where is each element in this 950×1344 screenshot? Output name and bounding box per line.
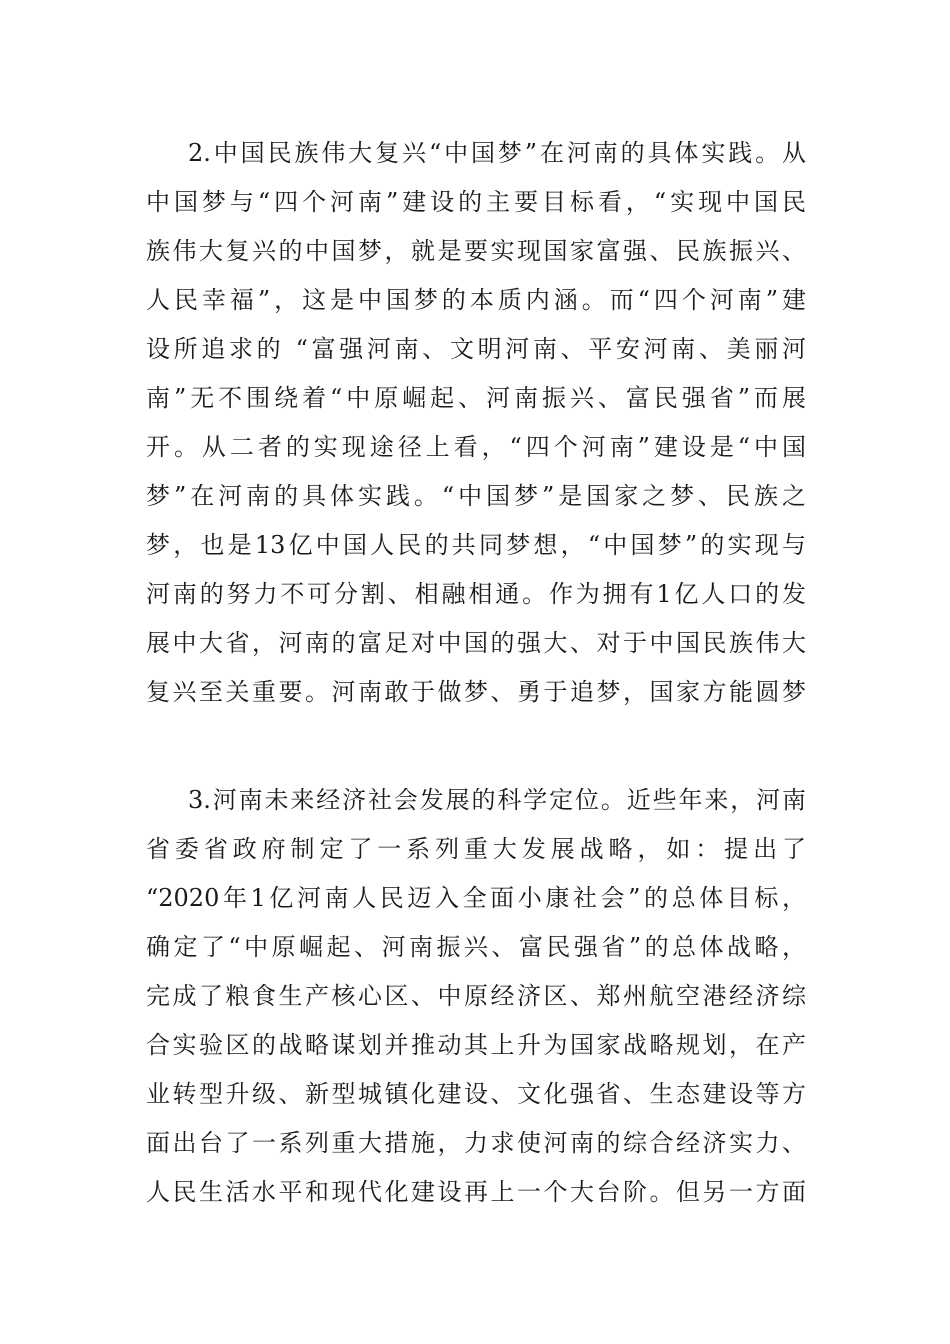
paragraph-line: 业转型升级、新型城镇化建设、文化强省、生态建设等方 [146,1080,806,1108]
paragraph-line: 人民生活水平和现代化建设再上一个大台阶。但另一方面 [146,1178,806,1206]
paragraph-line: 3.河南未来经济社会发展的科学定位。近些年来，河南 [188,786,806,814]
paragraph-line: 复兴至关重要。河南敢于做梦、勇于追梦，国家方能圆梦 [146,678,806,706]
paragraph-line: 面出台了一系列重大措施，力求使河南的综合经济实力、 [146,1129,806,1157]
paragraph-line: 中国梦与“四个河南”建设的主要目标看，“实现中国民 [146,188,806,216]
paragraph-line: 梦，也是13亿中国人民的共同梦想，“中国梦”的实现与 [146,531,806,559]
paragraph-line: 族伟大复兴的中国梦，就是要实现国家富强、民族振兴、 [146,237,806,265]
paragraph-line: 确定了“中原崛起、河南振兴、富民强省”的总体战略， [146,933,806,961]
paragraph-line: 完成了粮食生产核心区、中原经济区、郑州航空港经济综 [146,982,806,1010]
paragraph-line: 南”无不围绕着“中原崛起、河南振兴、富民强省”而展 [146,384,806,412]
paragraph-line: 河南的努力不可分割、相融相通。作为拥有1亿人口的发 [146,580,806,608]
paragraph-line: 2.中国民族伟大复兴“中国梦”在河南的具体实践。从 [188,139,806,167]
paragraph-line: 省委省政府制定了一系列重大发展战略，如：提出了 [146,835,806,863]
paragraph-line: 梦”在河南的具体实践。“中国梦”是国家之梦、民族之 [146,482,806,510]
paragraph-line: 人民幸福”，这是中国梦的本质内涵。而“四个河南”建 [146,286,806,314]
paragraph-line: “2020年1亿河南人民迈入全面小康社会”的总体目标， [146,884,806,912]
paragraph-line: 展中大省，河南的富足对中国的强大、对于中国民族伟大 [146,629,806,657]
paragraph-line: 开。从二者的实现途径上看，“四个河南”建设是“中国 [146,433,806,461]
paragraph-line: 合实验区的战略谋划并推动其上升为国家战略规划，在产 [146,1031,806,1059]
paragraph-line: 设所追求的 “富强河南、文明河南、平安河南、美丽河 [146,335,806,363]
